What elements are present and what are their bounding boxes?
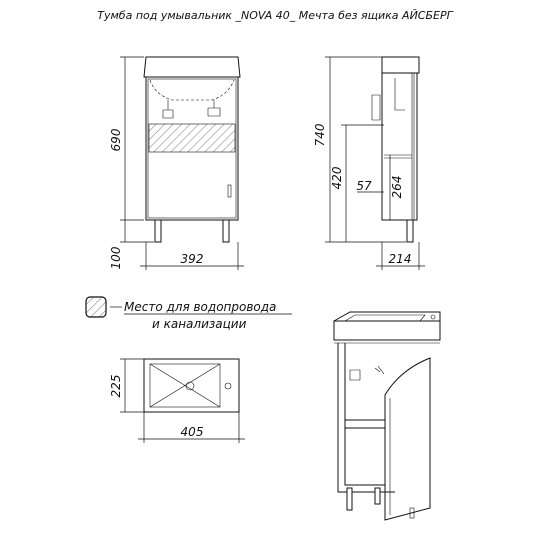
iso-shelf <box>345 420 385 428</box>
iso-cabinet-inner <box>345 343 385 485</box>
side-leg <box>407 220 413 242</box>
front-view <box>109 57 244 270</box>
iso-leg-right <box>375 488 380 504</box>
side-siphon <box>395 78 405 110</box>
top-view <box>109 359 245 443</box>
side-basin <box>382 57 419 73</box>
side-pipe <box>372 95 380 120</box>
iso-basin-bowl <box>345 315 425 321</box>
iso-basin-front <box>334 321 440 340</box>
door-handle <box>228 185 231 197</box>
iso-cabinet-left <box>338 343 395 492</box>
leg-left <box>155 220 161 242</box>
dim-depth-214: 214 <box>388 252 412 266</box>
dim-height-740: 740 <box>313 123 327 147</box>
dim-width-392: 392 <box>180 252 204 266</box>
legend-line2: и канализации <box>152 317 247 331</box>
legend-line1: Место для водопровода <box>124 300 277 314</box>
dim-height-264: 264 <box>390 175 404 199</box>
valve <box>208 100 220 116</box>
dim-legs-100: 100 <box>109 246 123 270</box>
dim-depth-225: 225 <box>109 374 123 398</box>
iso-pipe <box>350 370 360 380</box>
iso-door <box>385 358 430 520</box>
front-basin <box>144 57 240 77</box>
drawing-title: Тумба под умывальник _NOVA 40_ Мечта без ящика АЙСБЕРГ <box>97 9 453 22</box>
dim-width-405: 405 <box>180 425 204 439</box>
isometric-view <box>334 312 440 520</box>
basin-hidden-line <box>150 80 234 100</box>
side-view <box>313 57 425 270</box>
faucet-hole <box>225 383 231 389</box>
siphon <box>163 100 173 118</box>
legend <box>86 297 292 331</box>
iso-leg-left <box>347 488 352 510</box>
dim-depth-57: 57 <box>356 179 372 193</box>
leg-right <box>223 220 229 242</box>
dim-height-420: 420 <box>330 166 344 190</box>
dim-height-690: 690 <box>109 128 123 152</box>
plumbing-area <box>149 124 235 152</box>
legend-hatch-swatch <box>86 297 106 317</box>
